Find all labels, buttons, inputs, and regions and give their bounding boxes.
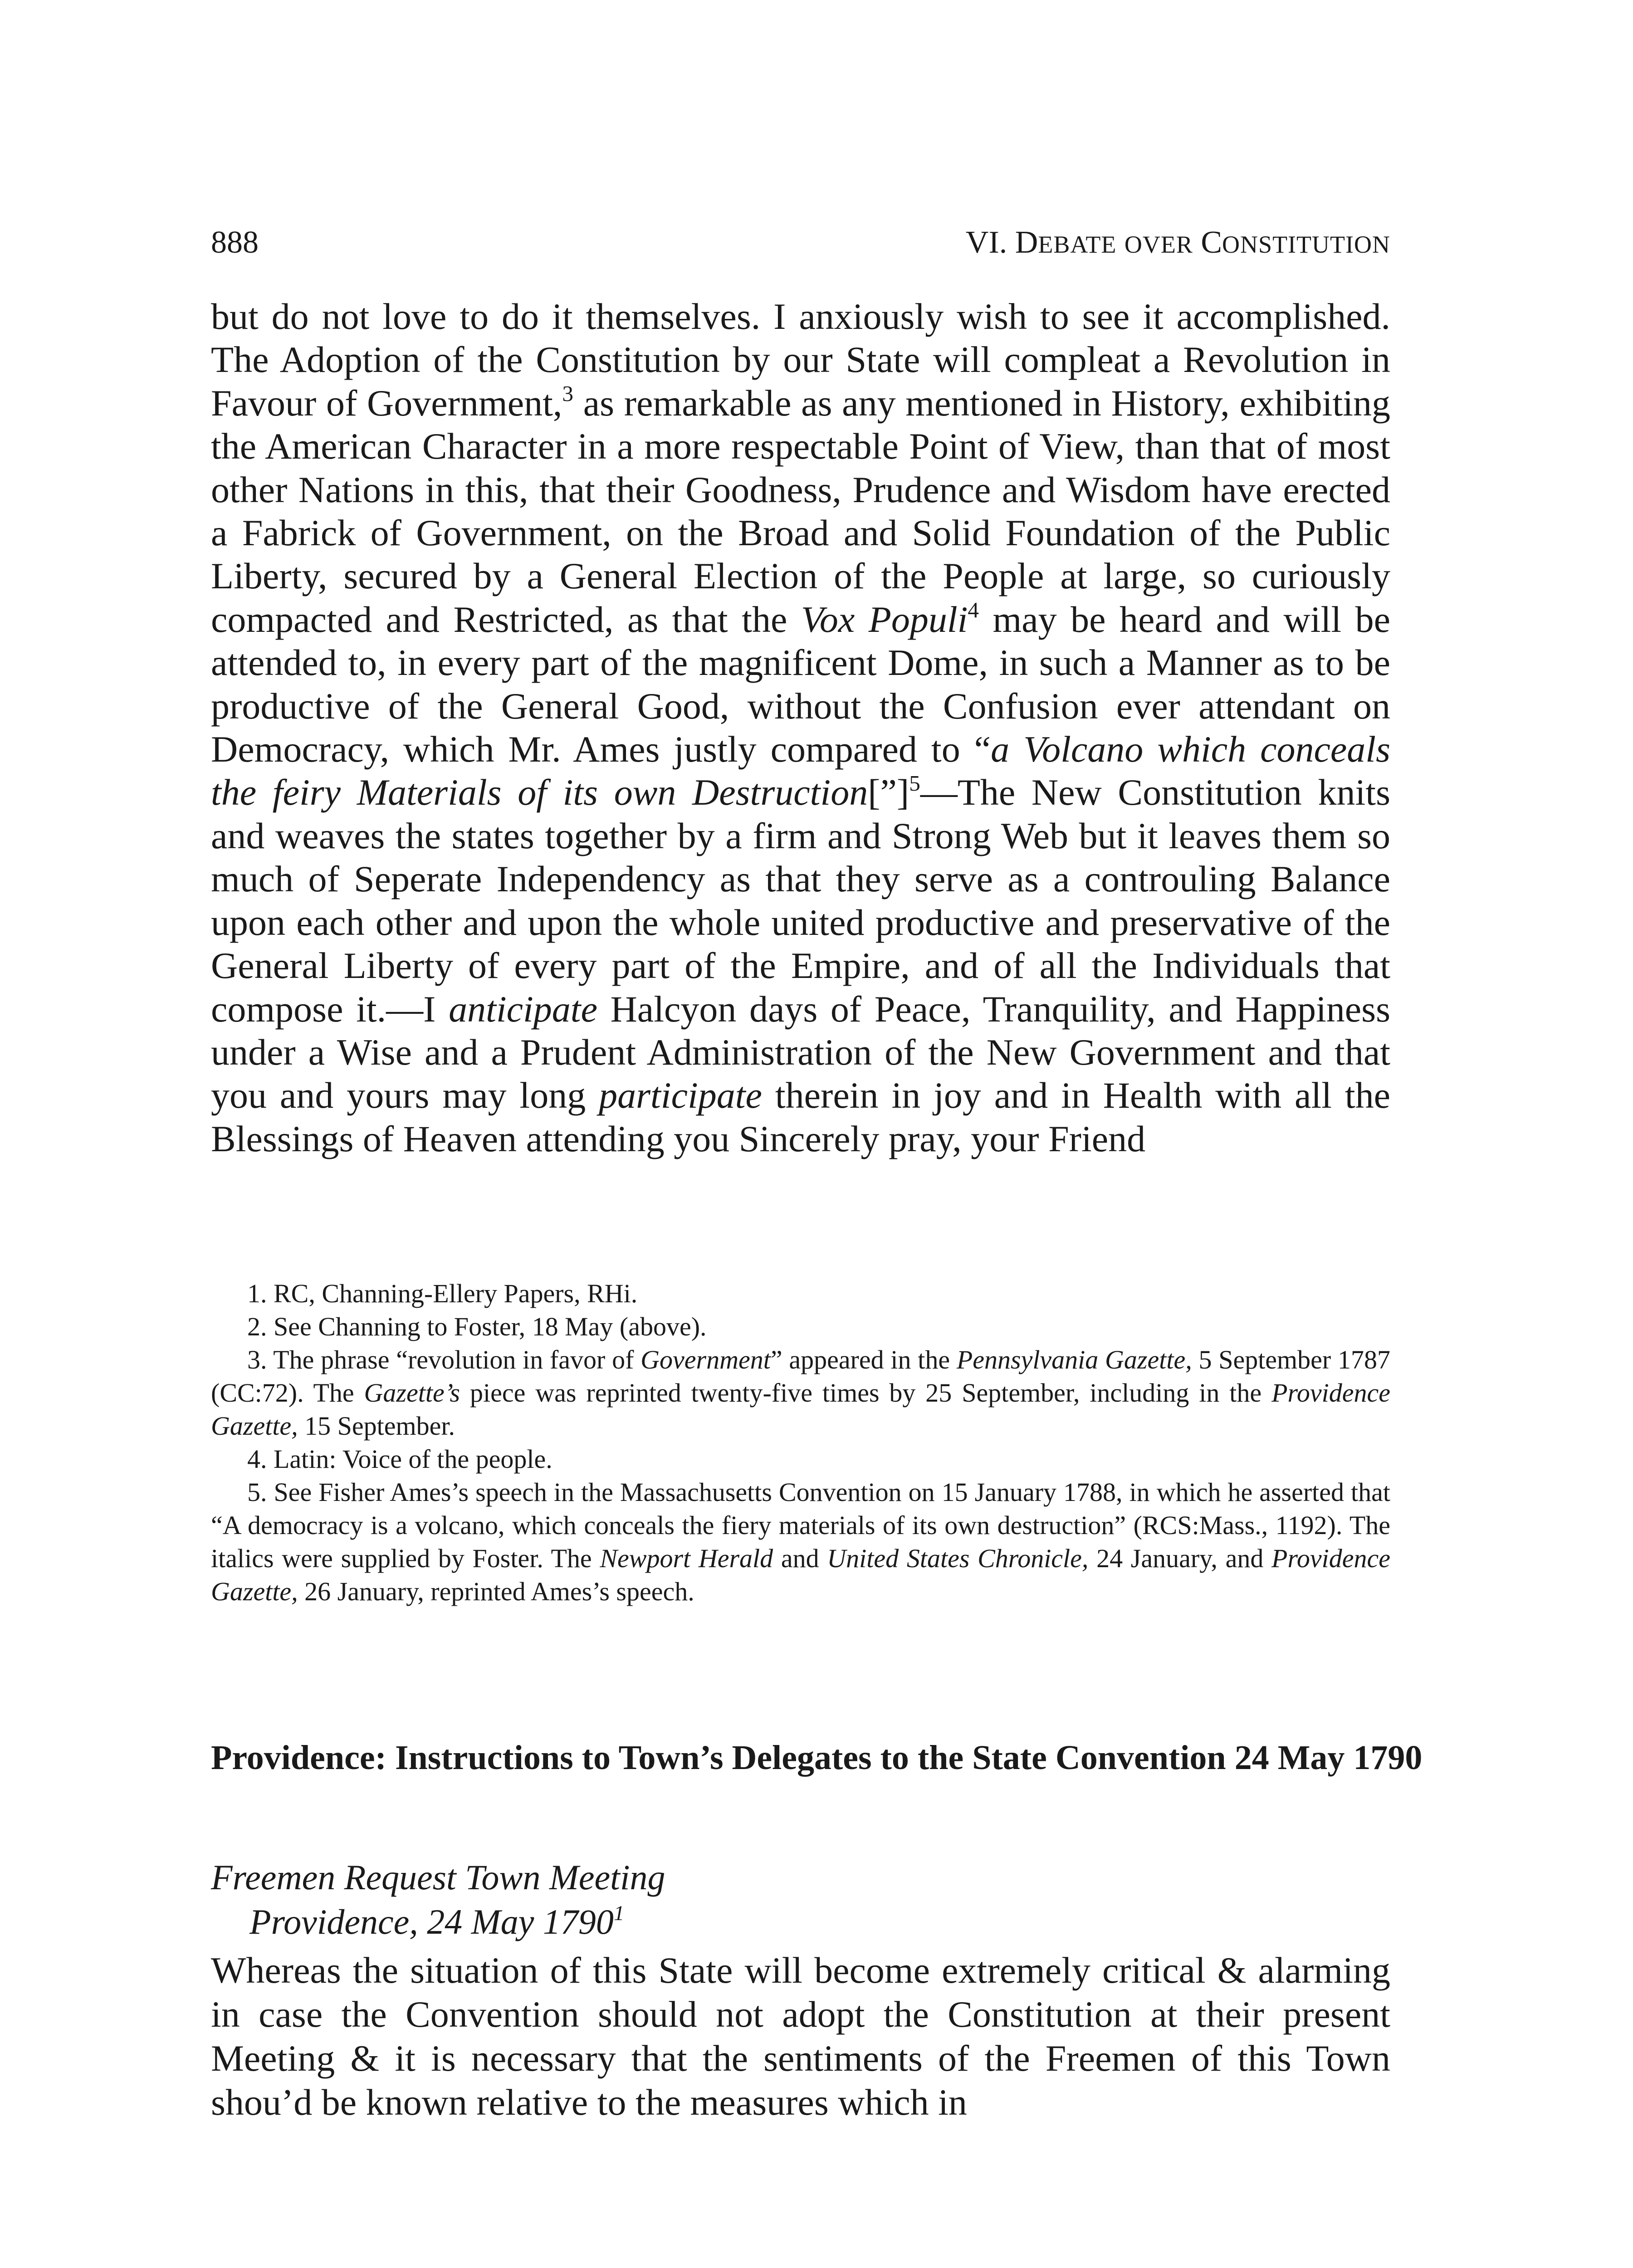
italic-run: Providence Gazette,: [211, 1378, 1390, 1441]
text-run: ” appeared in the: [770, 1345, 957, 1374]
running-head-part: ONSTITUTION: [1222, 231, 1390, 258]
text-run: may be heard and will be attended to, in every part of the magnificent Dome, in such a Manner as to be productive of the General Good, without the Confusion ever attendant on Democracy, which Mr. Ames justly compared to “: [211, 598, 1390, 770]
running-head-part: OVER: [1124, 231, 1193, 258]
running-head-part: VI. D: [965, 225, 1038, 260]
text-run: [”]: [868, 772, 909, 813]
italic-run: Pennsylvania Gazette,: [956, 1345, 1192, 1374]
page-number: 888: [211, 225, 259, 260]
footnote-ref: 4: [968, 597, 979, 622]
text-run: 26 January, reprinted Ames’s speech.: [298, 1577, 694, 1606]
text-run: therein in joy and in Health with all the Blessings of Heaven attending you Sincerely pray, your Friend: [211, 1075, 1390, 1159]
document-place-line: [211, 1900, 1390, 1944]
italic-run: Government: [640, 1345, 771, 1374]
footnote: 4. Latin: Voice of the people.: [247, 1444, 552, 1474]
italic-run: United States Chronicle,: [827, 1544, 1089, 1573]
text-run: Halcyon days of Peace, Tranquility, and Happiness under a Wise and a Prudent Administration of the New Government and that you and yours may long: [211, 988, 1390, 1116]
text-run: 15 September.: [298, 1411, 455, 1441]
running-head-part: EBATE: [1038, 231, 1117, 258]
text-run: piece was reprinted twenty-five times by 25 September, including in the: [460, 1378, 1272, 1408]
italic-run: Gazette’s: [364, 1378, 460, 1408]
footnote: [211, 1343, 1390, 1442]
italic-run: Vox Populi: [801, 598, 968, 640]
document-title: [211, 1855, 1390, 1944]
document-body: Whereas the situation of this State will become extremely critical & alarming in case the Convention should not adopt the Constitution at their present Meeting & it is necessary that the sentiments of the Freemen of this Town shou’d be known relative to the measures which in: [211, 1950, 1390, 2123]
footnotes: [211, 1277, 1390, 1608]
running-head-part: C: [1201, 225, 1222, 260]
text-run: but do not love to do it themselves. I anxiously wish to see it accomplished. The Adoption of the Constitution by our State will compleat a Revolution in Favour of Government,: [211, 296, 1390, 424]
italic-run: a Volcano which conceals the feiry Materials of its own Destruction: [211, 728, 1390, 813]
footnote-ref: 1: [613, 1901, 625, 1925]
text-run: 5. See Fisher Ames’s speech in the Massachusetts Convention on 15 January 1788, in which he asserted that “A democracy is a volcano, which conceals the fiery materials of its own destruction” (RCS:Mass., 1192). The italics were supplied by Foster. The: [211, 1477, 1390, 1573]
footnote: [211, 1476, 1390, 1608]
text-run: Providence, 24 May 1790: [249, 1902, 614, 1941]
page-header: [211, 220, 1390, 265]
text-run: —The New Constitution knits and weaves the states together by a firm and Strong Web but it leaves them so much of Seperate Independency as that they serve as a controuling Balance upon each other and upon the whole united productive and preservative of the General Liberty of every part of the Empire, and of all the Individuals that compose it.—I: [211, 772, 1390, 1030]
text-run: 3. The phrase “revolution in favor of: [247, 1345, 641, 1374]
text-run: as remarkable as any mentioned in History, exhibiting the American Character in a more respectable Point of View, than that of most other Nations in this, that their Goodness, Prudence and Wisdom have erected a Fabrick of Government, on the Broad and Solid Foundation of the Public Liberty, secured by a General Election of the People at large, so curiously compacted and Restricted, as that the: [211, 382, 1391, 640]
section-heading: Providence: Instructions to Town’s Delegates to the State Convention 24 May 1790: [211, 1739, 1423, 1777]
italic-run: participate: [599, 1075, 762, 1116]
italic-run: Newport Herald: [600, 1544, 773, 1573]
running-head: [966, 220, 1390, 267]
text-run: 5 September 1787 (CC:72). The: [211, 1345, 1390, 1408]
footnote: 1. RC, Channing-Ellery Papers, RHi.: [247, 1279, 638, 1308]
italic-run: anticipate: [449, 988, 597, 1030]
italic-run: Providence Gazette,: [211, 1544, 1390, 1606]
text-run: 24 January, and: [1088, 1544, 1272, 1573]
footnote-ref: 3: [562, 381, 573, 406]
document-title-line: Freemen Request Town Meeting: [211, 1857, 665, 1897]
footnote: 2. See Channing to Foster, 18 May (above).: [247, 1312, 707, 1341]
letter-body: [211, 295, 1390, 1160]
footnote-ref: 5: [909, 770, 920, 796]
text-run: and: [773, 1544, 827, 1573]
